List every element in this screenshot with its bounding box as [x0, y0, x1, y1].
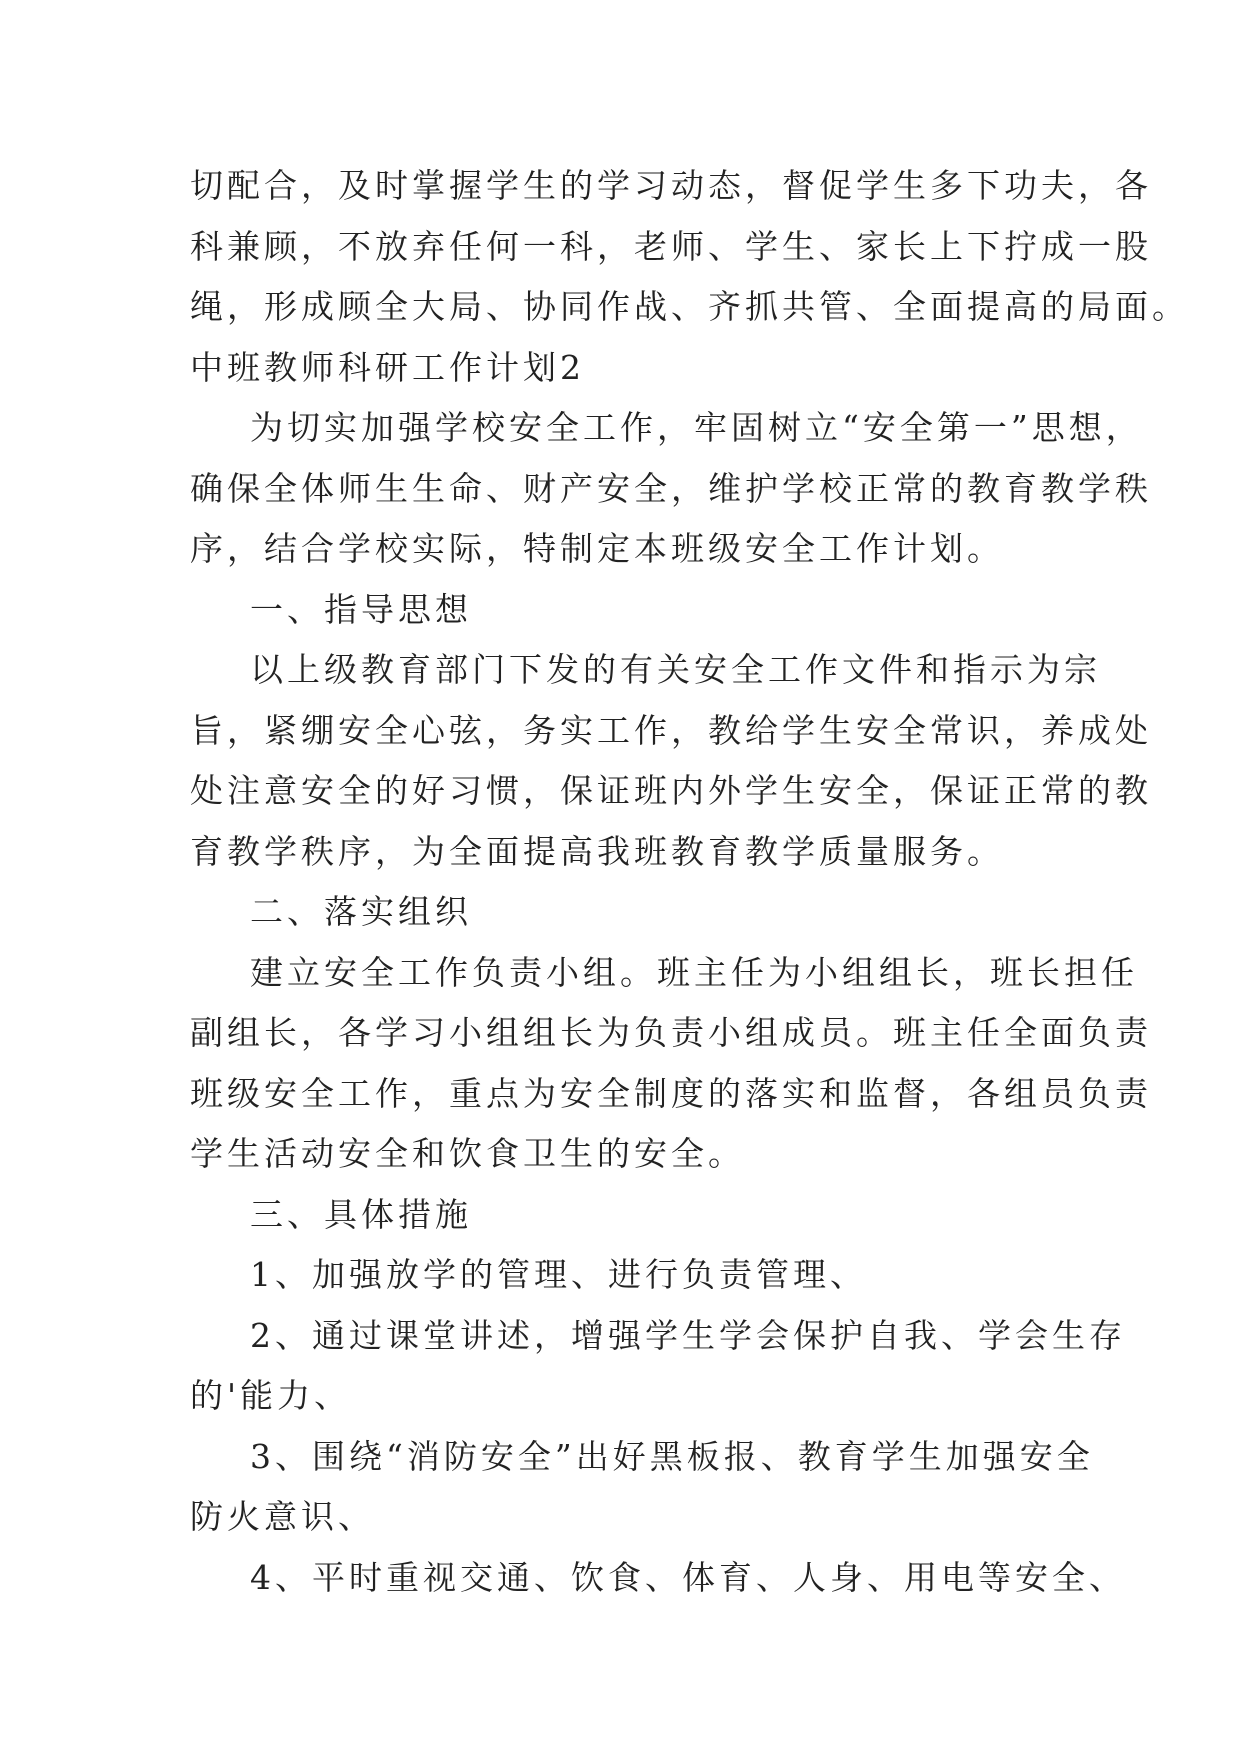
document-body: [190, 156, 1189, 1608]
measure-item-2: [190, 1306, 1126, 1427]
section-title: 中班教师科研工作计划2: [190, 347, 585, 387]
paragraph-line: 育教学秩序，为全面提高我班教育教学质量服务。: [190, 831, 1004, 871]
paragraph-line: 绳，形成顾全大局、协同作战、齐抓共管、全面提高的局面。: [190, 287, 1189, 326]
paragraph-line: 为切实加强学校安全工作，牢固树立“安全第一”思想，: [250, 408, 1143, 447]
paragraph-line: 2、通过课堂讲述，增强学生学会保护自我、学会生存: [250, 1315, 1126, 1355]
paragraph-line: 3、围绕“消防安全”出好黑板报、教育学生加强安全: [250, 1436, 1094, 1476]
paragraph-line: 副组长，各学习小组组长为负责小组成员。班主任全面负责: [190, 1013, 1152, 1052]
paragraph-line: 4、平时重视交通、饮食、体育、人身、用电等安全、: [250, 1557, 1126, 1597]
paragraph-line: 学生活动安全和饮食卫生的安全。: [190, 1134, 745, 1173]
paragraph-line: 处注意安全的好习惯，保证班内外学生安全，保证正常的教: [190, 771, 1152, 810]
paragraph-line: 切配合，及时掌握学生的学习动态，督促学生多下功夫，各: [190, 166, 1152, 205]
intro-paragraph: [190, 398, 1152, 580]
heading-organization: 二、落实组织: [250, 892, 472, 931]
heading-guiding-ideology: 一、指导思想: [250, 589, 472, 629]
paragraph-line: 班级安全工作，重点为安全制度的落实和监督，各组员负责: [190, 1073, 1152, 1113]
heading-measures: 三、具体措施: [250, 1194, 472, 1234]
paragraph-line: 序，结合学校实际，特制定本班级安全工作计划。: [190, 529, 1004, 568]
guiding-paragraph: [190, 640, 1152, 882]
paragraph-line: 建立安全工作负责小组。班主任为小组组长，班长担任: [250, 952, 1138, 992]
paragraph-line: 确保全体师生生命、财产安全，维护学校正常的教育教学秩: [190, 468, 1152, 508]
paragraph-line: 以上级教育部门下发的有关安全工作文件和指示为宗: [250, 650, 1101, 689]
continued-paragraph: [190, 156, 1189, 338]
paragraph-line: 科兼顾，不放弃任何一科，老师、学生、家长上下拧成一股: [190, 226, 1152, 266]
organization-paragraph: [190, 943, 1152, 1185]
paragraph-line: 旨，紧绷安全心弦，务实工作，教给学生安全常识，养成处: [190, 710, 1152, 750]
paragraph-line: 1、加强放学的管理、进行负责管理、: [250, 1255, 867, 1294]
paragraph-line: 防火意识、: [190, 1497, 375, 1536]
measure-item-4: [190, 1548, 1126, 1609]
paragraph-line: 的'能力、: [190, 1376, 352, 1415]
measure-item-1: [190, 1245, 1050, 1306]
measure-item-3: [190, 1427, 1094, 1548]
